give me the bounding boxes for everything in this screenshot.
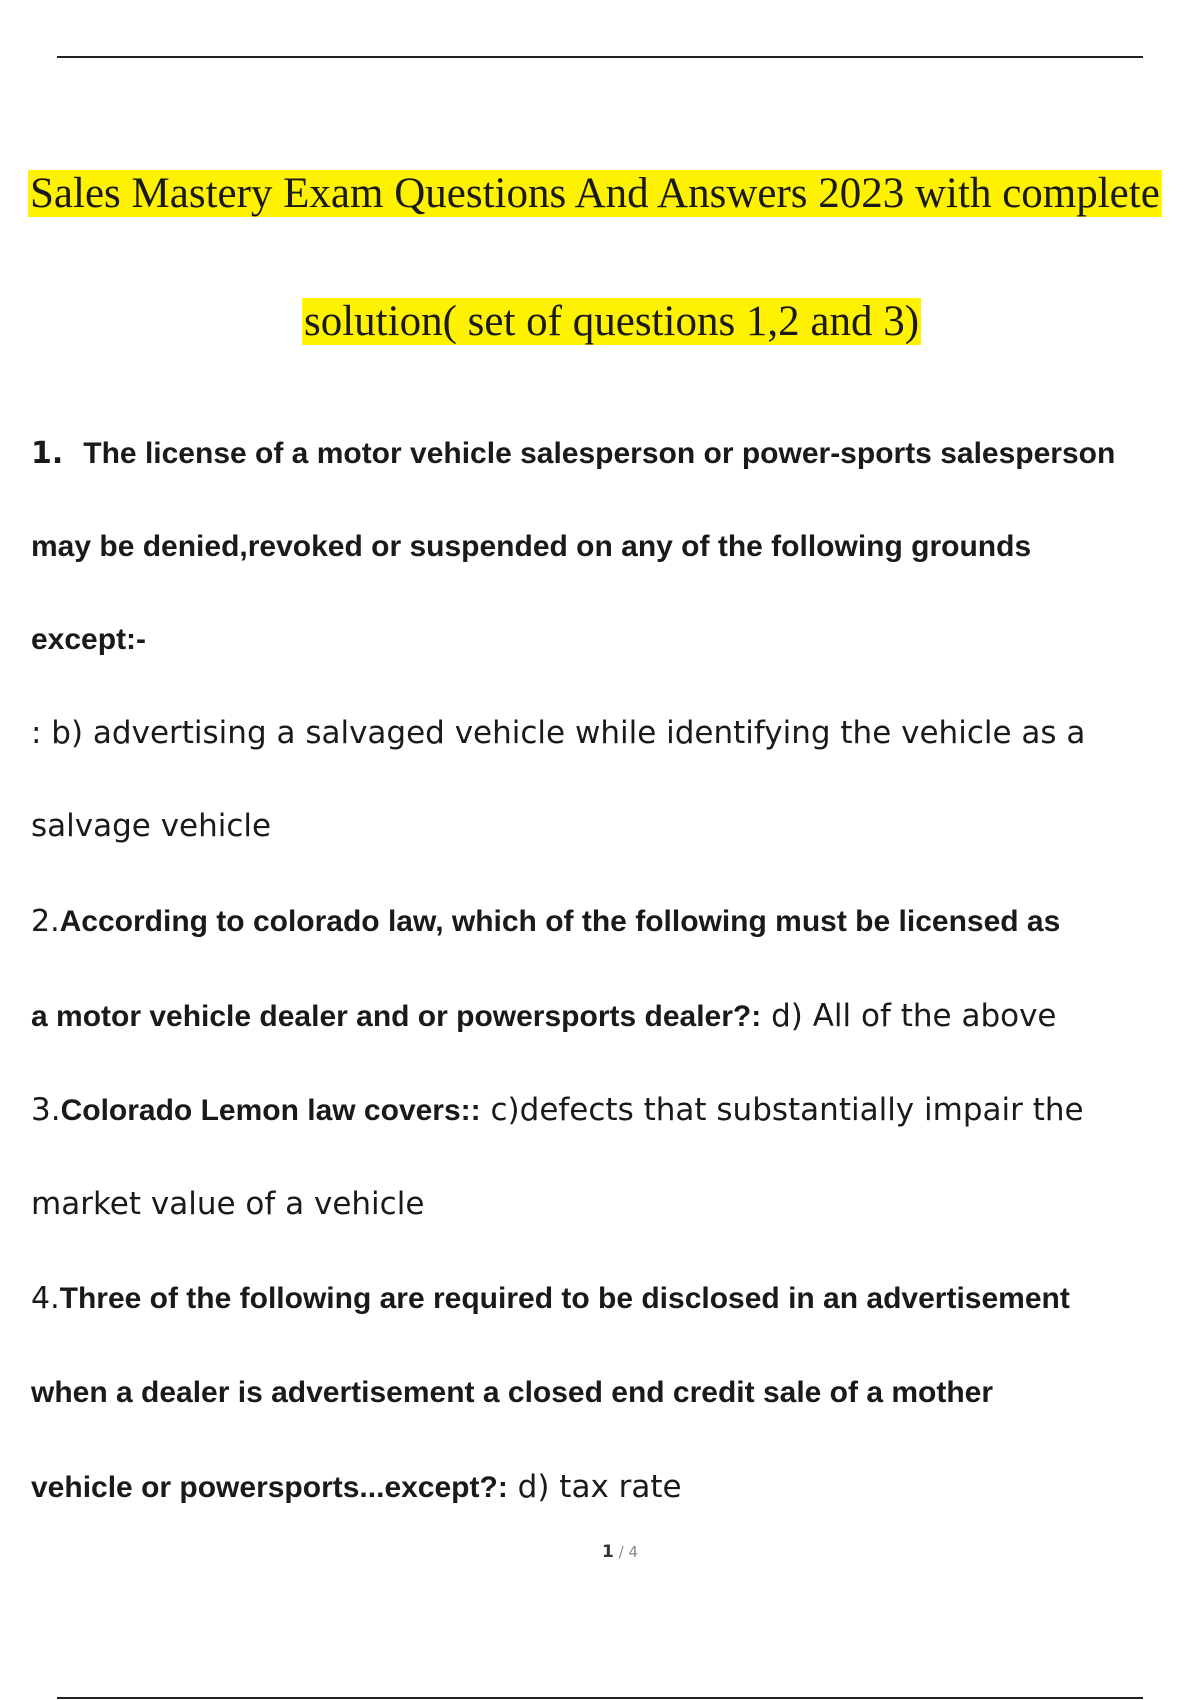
question-4-line-3: vehicle or powersports...except?: d) tax rate <box>31 1469 682 1505</box>
question-1-line-3: except:- <box>31 623 147 656</box>
answer-2: d) All of the above <box>761 998 1057 1034</box>
question-1-line-2: may be denied,revoked or suspended on any of the following grounds <box>31 530 1032 563</box>
answer-4: d) tax rate <box>507 1469 682 1505</box>
document-title-line-2: solution( set of questions 1,2 and 3) <box>304 298 920 345</box>
document-title-line-1: Sales Mastery Exam Questions And Answers 2023 with complete <box>30 170 1160 217</box>
question-3-line-1: 3.Colorado Lemon law covers:: c)defects that substantially impair the <box>31 1092 1084 1128</box>
question-2-line-2: a motor vehicle dealer and or powersports dealer?: d) All of the above <box>31 998 1057 1034</box>
question-1-line-1: 1. The license of a motor vehicle salesperson or power-sports salesperson <box>31 436 1116 471</box>
answer-1-line-2: salvage vehicle <box>31 808 272 844</box>
answer-1-line-1: : b) advertising a salvaged vehicle while identifying the vehicle as a <box>31 715 1086 751</box>
question-4-line-1: 4.Three of the following are required to be disclosed in an advertisement <box>31 1281 1070 1316</box>
answer-3-line-1: c)defects that substantially impair the <box>480 1092 1084 1128</box>
bottom-rule <box>57 1697 1143 1699</box>
question-2-line-1: 2.According to colorado law, which of the following must be licensed as <box>31 904 1061 939</box>
top-rule <box>57 56 1143 58</box>
answer-3-line-2: market value of a vehicle <box>31 1186 425 1222</box>
question-4-line-2: when a dealer is advertisement a closed end credit sale of a mother <box>31 1376 994 1409</box>
page-indicator: 1 / 4 <box>602 1542 638 1562</box>
